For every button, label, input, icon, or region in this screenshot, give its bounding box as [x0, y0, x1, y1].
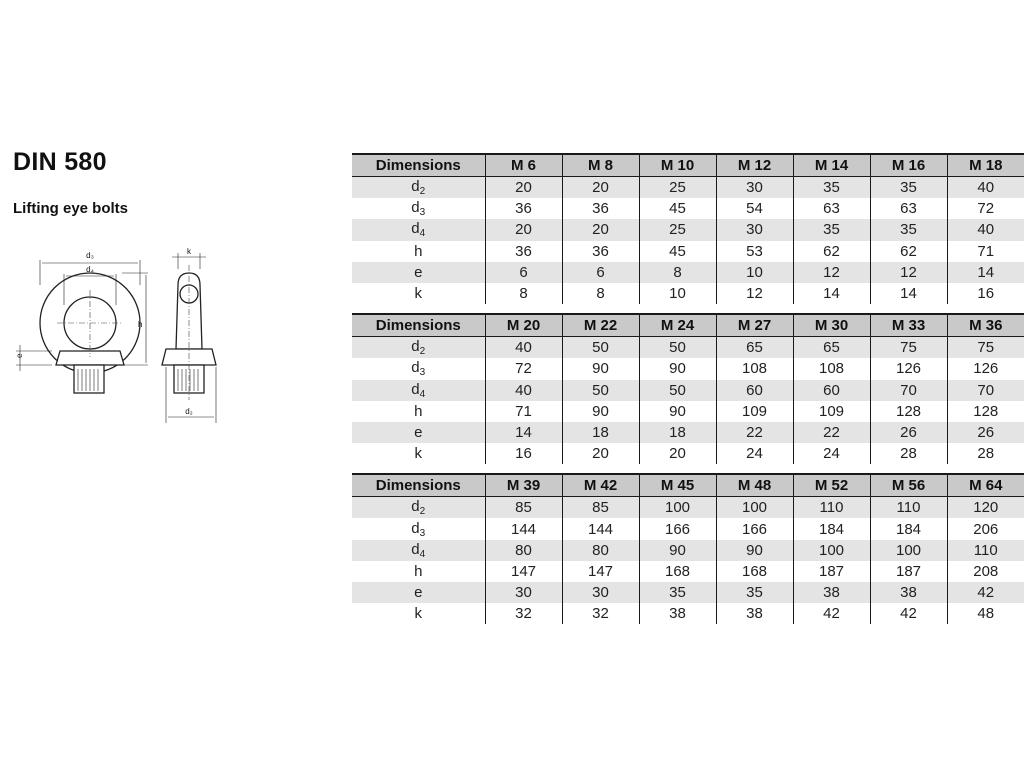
table-row: [352, 401, 1024, 422]
thread-size-header: M 8: [562, 154, 639, 177]
table-cell: 168: [716, 561, 793, 582]
table-cell: 50: [562, 380, 639, 401]
table-cell: 28: [947, 443, 1024, 464]
table-cell: 100: [870, 540, 947, 561]
table-cell: 147: [485, 561, 562, 582]
table-cell: 72: [485, 358, 562, 379]
table-cell: 35: [716, 582, 793, 603]
row-label-subscript: 4: [419, 548, 426, 560]
row-label-subscript: 3: [419, 207, 426, 219]
table-cell: 50: [639, 337, 716, 359]
row-label-subscript: 2: [419, 346, 426, 358]
thread-size-header: M 36: [947, 314, 1024, 337]
row-label-subscript: 4: [419, 388, 426, 400]
row-label: [352, 198, 485, 219]
row-label-symbol: k: [414, 605, 422, 623]
thread-size-header: M 33: [870, 314, 947, 337]
table-cell: 54: [716, 198, 793, 219]
table-cell: 128: [947, 401, 1024, 422]
row-label: [352, 241, 485, 262]
table-cell: 10: [716, 262, 793, 283]
table-cell: 110: [793, 497, 870, 519]
table-cell: 45: [639, 198, 716, 219]
table-cell: 26: [947, 422, 1024, 443]
table-cell: 168: [639, 561, 716, 582]
row-label-symbol: e: [414, 584, 423, 602]
page-title: DIN 580: [13, 148, 107, 176]
table-header-row: [352, 474, 1024, 497]
table-cell: 20: [562, 219, 639, 240]
thread-size-header: M 48: [716, 474, 793, 497]
table-cell: 35: [870, 177, 947, 199]
table-cell: 38: [716, 603, 793, 624]
row-label: [352, 422, 485, 443]
thread-size-header: M 64: [947, 474, 1024, 497]
table-cell: 48: [947, 603, 1024, 624]
row-label-symbol: e: [414, 423, 423, 441]
row-label-symbol: k: [414, 445, 422, 463]
table-cell: 80: [562, 540, 639, 561]
table-cell: 8: [485, 283, 562, 304]
table-cell: 85: [485, 497, 562, 519]
table-header-row: [352, 314, 1024, 337]
dimensions-header: Dimensions: [352, 474, 485, 497]
table-cell: 10: [639, 283, 716, 304]
table-cell: 20: [639, 443, 716, 464]
table-cell: 40: [485, 380, 562, 401]
table-cell: 208: [947, 561, 1024, 582]
table-cell: 65: [793, 337, 870, 359]
table-cell: 28: [870, 443, 947, 464]
table-cell: 85: [562, 497, 639, 519]
table-cell: 18: [562, 422, 639, 443]
thread-size-header: M 24: [639, 314, 716, 337]
thread-size-header: M 30: [793, 314, 870, 337]
table-cell: 71: [947, 241, 1024, 262]
table-cell: 70: [870, 380, 947, 401]
table-cell: 38: [870, 582, 947, 603]
thread-size-header: M 6: [485, 154, 562, 177]
table-cell: 42: [947, 582, 1024, 603]
dimension-tables: [352, 153, 1024, 633]
row-label: [352, 283, 485, 304]
table-cell: 187: [793, 561, 870, 582]
thread-size-header: M 52: [793, 474, 870, 497]
dimensions-header: Dimensions: [352, 314, 485, 337]
table-cell: 8: [562, 283, 639, 304]
table-cell: 45: [639, 241, 716, 262]
row-label-symbol: d: [411, 519, 420, 537]
table-cell: 71: [485, 401, 562, 422]
table-cell: 12: [793, 262, 870, 283]
table-row: [352, 283, 1024, 304]
row-label: [352, 358, 485, 379]
table-cell: 109: [793, 401, 870, 422]
table-cell: 90: [639, 358, 716, 379]
table-row: [352, 443, 1024, 464]
page-subtitle: Lifting eye bolts: [13, 200, 129, 217]
dim-label-h: h: [138, 320, 143, 329]
table-cell: 25: [639, 219, 716, 240]
table-row: [352, 337, 1024, 359]
table-row: [352, 262, 1024, 283]
table-cell: 25: [639, 177, 716, 199]
row-label-subscript: 2: [419, 506, 426, 518]
table-cell: 40: [947, 219, 1024, 240]
row-label-subscript: 3: [419, 527, 426, 539]
table-cell: 109: [716, 401, 793, 422]
thread-size-header: M 14: [793, 154, 870, 177]
table-row: [352, 540, 1024, 561]
table-cell: 6: [562, 262, 639, 283]
table-cell: 24: [716, 443, 793, 464]
table-cell: 30: [562, 582, 639, 603]
table-cell: 126: [870, 358, 947, 379]
row-label: [352, 380, 485, 401]
dim-label-e: e: [15, 353, 24, 358]
row-label: [352, 561, 485, 582]
table-cell: 40: [485, 337, 562, 359]
table-cell: 42: [870, 603, 947, 624]
table-row: [352, 561, 1024, 582]
table-cell: 24: [793, 443, 870, 464]
table-cell: 20: [485, 219, 562, 240]
thread-size-header: M 56: [870, 474, 947, 497]
table-cell: 144: [562, 518, 639, 539]
table-cell: 110: [870, 497, 947, 519]
row-label-symbol: h: [414, 242, 423, 260]
table-cell: 32: [562, 603, 639, 624]
table-cell: 120: [947, 497, 1024, 519]
table-cell: 72: [947, 198, 1024, 219]
table-cell: 50: [639, 380, 716, 401]
row-label: [352, 219, 485, 240]
row-label-symbol: d: [411, 220, 420, 238]
row-label: [352, 401, 485, 422]
table-cell: 20: [485, 177, 562, 199]
table-cell: 63: [793, 198, 870, 219]
table-cell: 100: [716, 497, 793, 519]
table-cell: 90: [639, 401, 716, 422]
thread-size-header: M 42: [562, 474, 639, 497]
dim-label-d2: d₂: [185, 407, 193, 416]
table-row: [352, 241, 1024, 262]
table-cell: 184: [793, 518, 870, 539]
table-cell: 166: [639, 518, 716, 539]
table-cell: 90: [716, 540, 793, 561]
row-label-symbol: d: [411, 380, 420, 398]
row-label-symbol: d: [411, 498, 420, 516]
table-cell: 35: [639, 582, 716, 603]
table-cell: 75: [870, 337, 947, 359]
table-cell: 16: [485, 443, 562, 464]
table-cell: 110: [947, 540, 1024, 561]
table-cell: 144: [485, 518, 562, 539]
table-row: [352, 177, 1024, 199]
table-cell: 36: [485, 241, 562, 262]
row-label: [352, 603, 485, 624]
table-cell: 90: [639, 540, 716, 561]
thread-size-header: M 27: [716, 314, 793, 337]
eye-bolt-drawing: [12, 245, 222, 425]
dim-label-k: k: [187, 247, 191, 256]
table-row: [352, 198, 1024, 219]
table-row: [352, 380, 1024, 401]
table-header-row: [352, 154, 1024, 177]
table-cell: 16: [947, 283, 1024, 304]
thread-size-header: M 39: [485, 474, 562, 497]
table-cell: 30: [716, 177, 793, 199]
table-row: [352, 603, 1024, 624]
thread-size-header: M 22: [562, 314, 639, 337]
table-cell: 60: [716, 380, 793, 401]
table-cell: 35: [793, 219, 870, 240]
thread-size-header: M 45: [639, 474, 716, 497]
row-label-symbol: d: [411, 338, 420, 356]
table-cell: 32: [485, 603, 562, 624]
table-cell: 42: [793, 603, 870, 624]
table-cell: 14: [870, 283, 947, 304]
table-cell: 12: [716, 283, 793, 304]
table-cell: 126: [947, 358, 1024, 379]
table-cell: 62: [870, 241, 947, 262]
thread-size-header: M 16: [870, 154, 947, 177]
table-cell: 8: [639, 262, 716, 283]
row-label-symbol: h: [414, 562, 423, 580]
thread-size-header: M 12: [716, 154, 793, 177]
row-label: [352, 497, 485, 519]
table-cell: 20: [562, 177, 639, 199]
table-cell: 184: [870, 518, 947, 539]
table-cell: 70: [947, 380, 1024, 401]
table-cell: 14: [793, 283, 870, 304]
row-label-symbol: d: [411, 178, 420, 196]
row-label-symbol: k: [414, 285, 422, 303]
table-row: [352, 582, 1024, 603]
table-cell: 22: [716, 422, 793, 443]
row-label-symbol: h: [414, 402, 423, 420]
table-cell: 60: [793, 380, 870, 401]
table-row: [352, 422, 1024, 443]
table-cell: 108: [793, 358, 870, 379]
row-label-subscript: 4: [419, 228, 426, 240]
thread: [74, 365, 104, 393]
table-cell: 14: [947, 262, 1024, 283]
row-label: [352, 262, 485, 283]
dim-label-d4: d₄: [86, 265, 94, 274]
row-label-symbol: d: [411, 540, 420, 558]
row-label: [352, 540, 485, 561]
dimensions-table: [352, 313, 1024, 464]
table-cell: 38: [793, 582, 870, 603]
table-cell: 100: [793, 540, 870, 561]
dimensions-table: [352, 473, 1024, 624]
row-label: [352, 337, 485, 359]
row-label-subscript: 3: [419, 367, 426, 379]
row-label: [352, 443, 485, 464]
table-cell: 22: [793, 422, 870, 443]
table-cell: 187: [870, 561, 947, 582]
row-label-subscript: 2: [419, 186, 426, 198]
row-label-symbol: e: [414, 263, 423, 281]
row-label-symbol: d: [411, 199, 420, 217]
table-cell: 30: [485, 582, 562, 603]
table-cell: 12: [870, 262, 947, 283]
thread-size-header: M 10: [639, 154, 716, 177]
table-cell: 20: [562, 443, 639, 464]
dimensions-header: Dimensions: [352, 154, 485, 177]
table-cell: 26: [870, 422, 947, 443]
table-row: [352, 518, 1024, 539]
table-cell: 36: [562, 241, 639, 262]
row-label: [352, 582, 485, 603]
table-cell: 62: [793, 241, 870, 262]
row-label-symbol: d: [411, 359, 420, 377]
table-cell: 40: [947, 177, 1024, 199]
table-cell: 36: [485, 198, 562, 219]
row-label: [352, 518, 485, 539]
table-cell: 65: [716, 337, 793, 359]
table-cell: 35: [870, 219, 947, 240]
table-cell: 108: [716, 358, 793, 379]
table-cell: 38: [639, 603, 716, 624]
thread-size-header: M 18: [947, 154, 1024, 177]
table-cell: 75: [947, 337, 1024, 359]
table-row: [352, 497, 1024, 519]
table-cell: 90: [562, 401, 639, 422]
table-cell: 50: [562, 337, 639, 359]
table-cell: 166: [716, 518, 793, 539]
row-label: [352, 177, 485, 199]
dimensions-table: [352, 153, 1024, 304]
table-cell: 30: [716, 219, 793, 240]
thread-size-header: M 20: [485, 314, 562, 337]
table-cell: 80: [485, 540, 562, 561]
table-cell: 206: [947, 518, 1024, 539]
table-cell: 36: [562, 198, 639, 219]
table-cell: 53: [716, 241, 793, 262]
table-cell: 18: [639, 422, 716, 443]
table-row: [352, 219, 1024, 240]
table-cell: 6: [485, 262, 562, 283]
table-cell: 35: [793, 177, 870, 199]
table-row: [352, 358, 1024, 379]
dim-label-d3: d₃: [86, 251, 94, 260]
table-cell: 90: [562, 358, 639, 379]
table-cell: 147: [562, 561, 639, 582]
table-cell: 14: [485, 422, 562, 443]
table-cell: 128: [870, 401, 947, 422]
table-cell: 63: [870, 198, 947, 219]
table-cell: 100: [639, 497, 716, 519]
